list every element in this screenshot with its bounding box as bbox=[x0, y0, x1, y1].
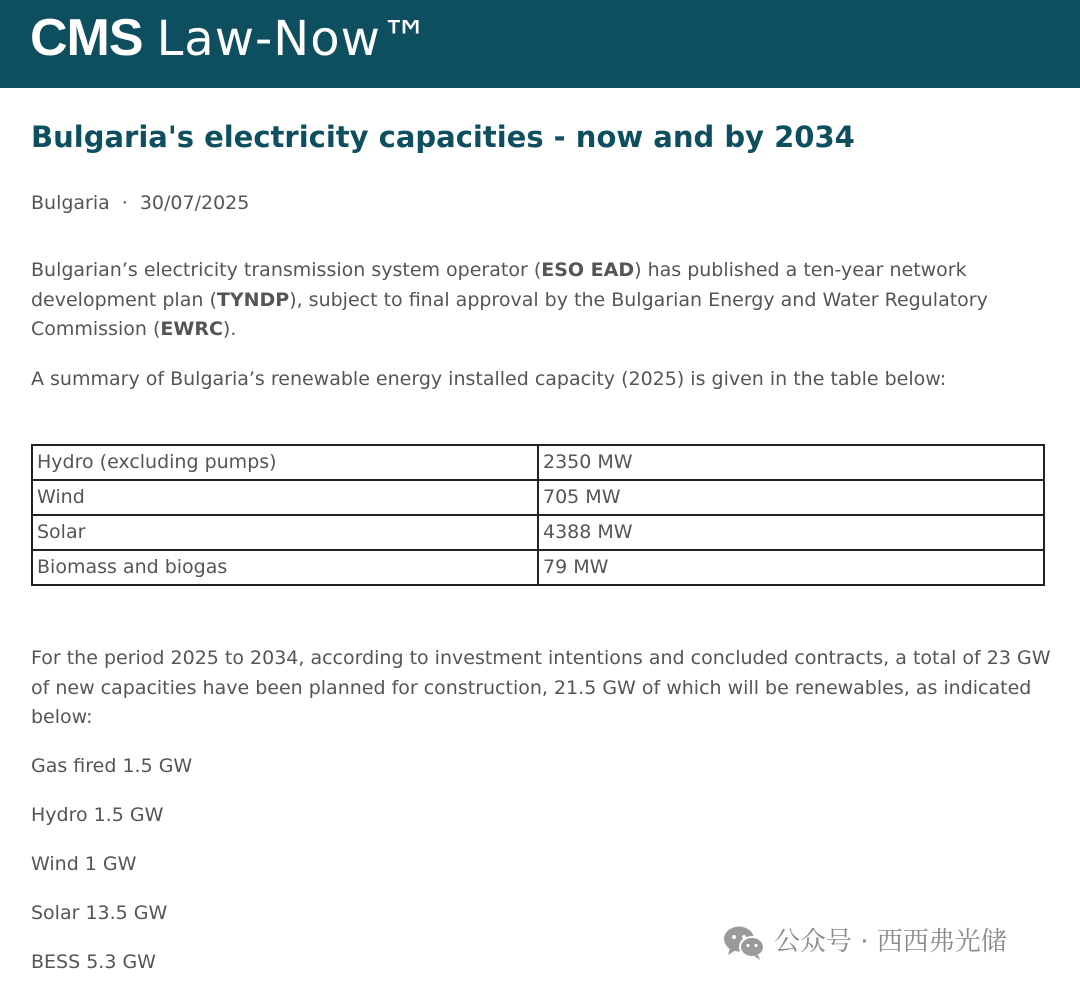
intro-bold-tyndp: TYNDP bbox=[216, 288, 290, 311]
article-date: 30/07/2025 bbox=[139, 192, 250, 214]
table-cell-capacity: 705 MW bbox=[538, 480, 1044, 515]
intro-paragraph bbox=[31, 256, 1051, 345]
planned-item-hydro: Hydro 1.5 GW bbox=[31, 804, 164, 826]
intro-text-4: ). bbox=[222, 318, 237, 340]
watermark-text: 公众号 · 西西弗光储 bbox=[774, 927, 1007, 957]
intro-bold-eso: ESO EAD bbox=[541, 259, 635, 281]
wechat-icon bbox=[722, 924, 766, 960]
plan-paragraph: For the period 2025 to 2034, according to investment intentions and concluded contracts, a total of 23 GW of new capacities have been planned for construction, 21.5 GW of which will be renewables, as indicated below: bbox=[31, 647, 1051, 728]
meta-separator: · bbox=[121, 192, 128, 214]
table-row bbox=[32, 480, 1044, 515]
table-cell-source: Solar bbox=[32, 515, 538, 550]
article-meta bbox=[31, 189, 249, 217]
planned-item-solar: Solar 13.5 GW bbox=[31, 902, 168, 924]
table-cell-capacity: 2350 MW bbox=[538, 445, 1044, 480]
table-cell-source: Hydro (excluding pumps) bbox=[32, 445, 538, 480]
site-header bbox=[0, 0, 1080, 88]
planned-item-bess: BESS 5.3 GW bbox=[31, 951, 156, 973]
capacity-table bbox=[31, 444, 1045, 586]
table-cell-source: Wind bbox=[32, 480, 538, 515]
table-cell-source: Biomass and biogas bbox=[32, 550, 538, 585]
summary-paragraph: A summary of Bulgaria’s renewable energy installed capacity (2025) is given in the table below: bbox=[31, 368, 947, 390]
article-country: Bulgaria bbox=[31, 192, 110, 214]
article-title: Bulgaria's electricity capacities - now and by 2034 bbox=[31, 120, 855, 154]
wechat-watermark bbox=[722, 924, 1007, 960]
cms-law-now-logo[interactable] bbox=[30, 8, 430, 69]
table-cell-capacity: 4388 MW bbox=[538, 515, 1044, 550]
table-row bbox=[32, 550, 1044, 585]
planned-item-gas: Gas fired 1.5 GW bbox=[31, 755, 193, 777]
planned-item-wind: Wind 1 GW bbox=[31, 853, 137, 875]
table-row bbox=[32, 445, 1044, 480]
logo-brand: CMS bbox=[30, 9, 143, 67]
intro-text-2: ) has published a ten-year network development plan ( bbox=[31, 259, 967, 311]
intro-bold-ewrc: EWRC bbox=[160, 318, 223, 340]
table-cell-capacity: 79 MW bbox=[538, 550, 1044, 585]
intro-text-3: ), subject to final approval by the Bulgarian Energy and Water Regulatory Commission ( bbox=[31, 288, 988, 340]
logo-product: Law-Now™ bbox=[156, 11, 430, 67]
intro-text-1: Bulgarian’s electricity transmission system operator ( bbox=[31, 259, 542, 281]
table-row bbox=[32, 515, 1044, 550]
